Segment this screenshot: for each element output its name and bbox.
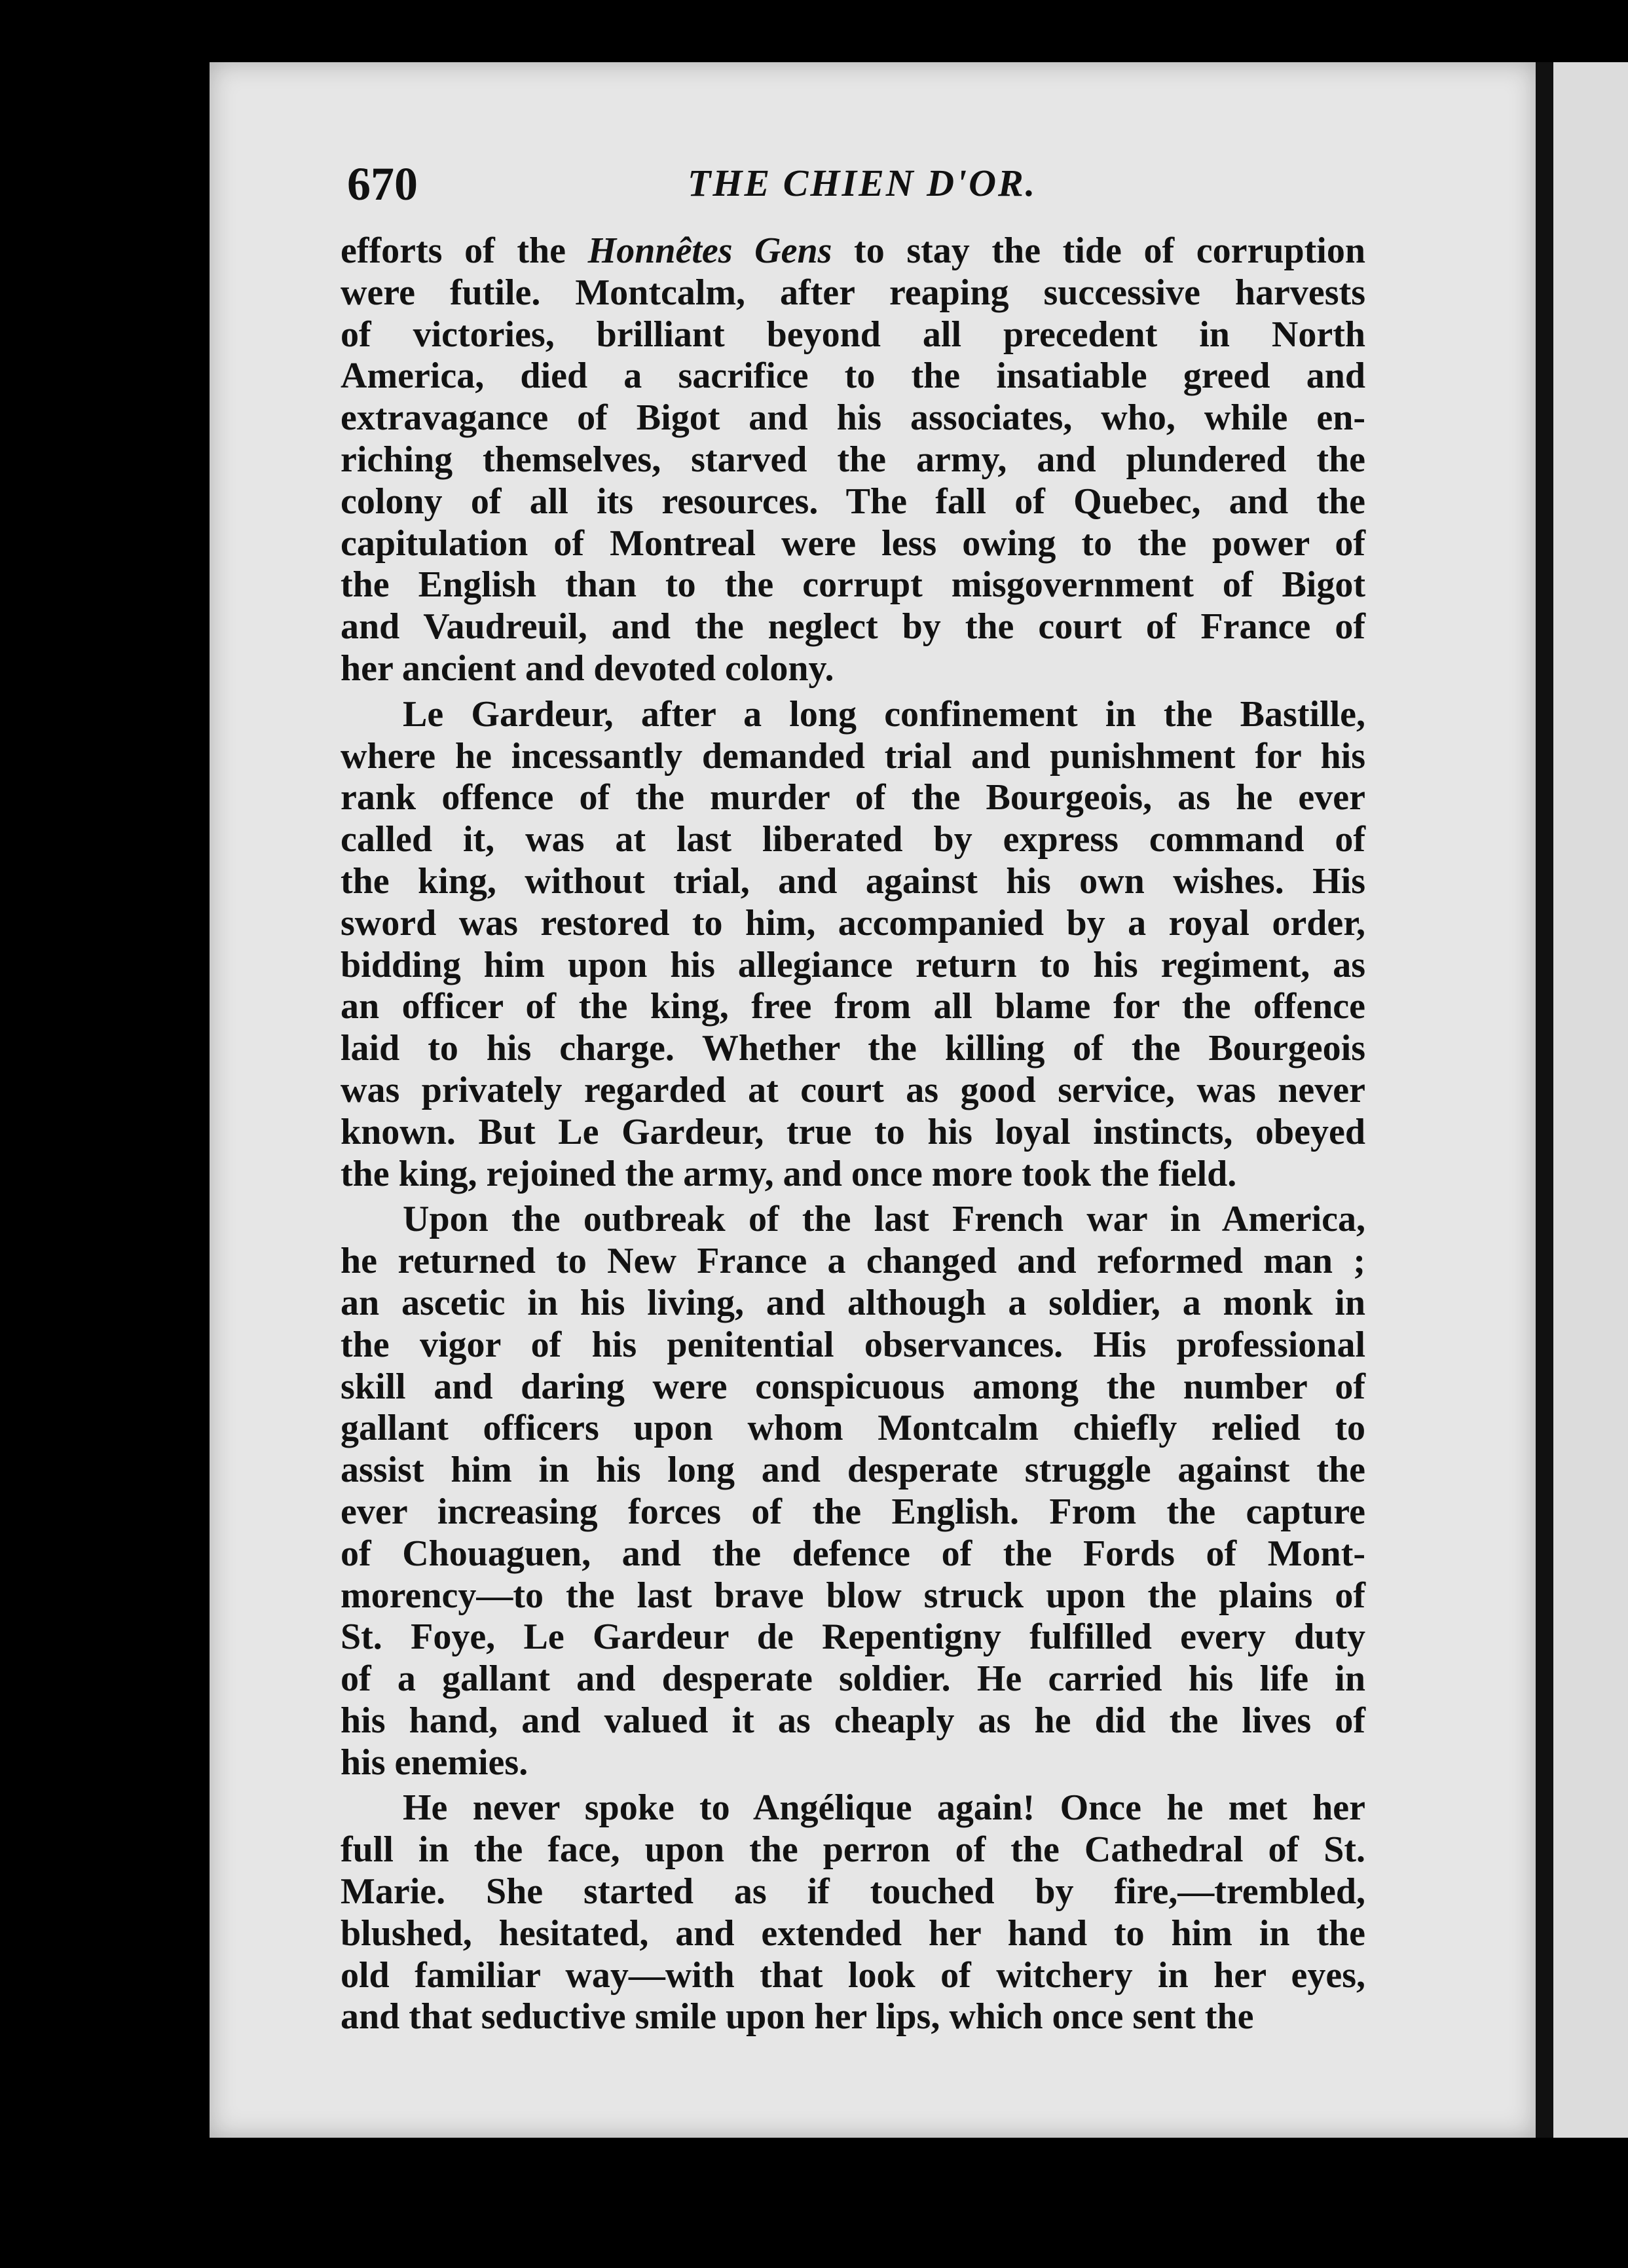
italic-phrase: Honnêtes Gens: [587, 230, 832, 271]
gutter-shadow: [1536, 62, 1553, 2138]
text-line: laid to his charge. Whether the killing of the Bourgeois: [341, 1028, 1365, 1069]
text-line: called it, was at last liberated by express command of: [341, 819, 1365, 860]
text-line: sword was restored to him, accompanied by a royal order,: [341, 902, 1365, 943]
text-line: full in the face, upon the perron of the Cathedral of St.: [341, 1829, 1365, 1871]
text-line: assist him in his long and desperate struggle against the: [341, 1450, 1365, 1491]
text-line: Le Gardeur, after a long confinement in the Bastille,: [403, 693, 1365, 735]
text-line: old familiar way—with that look of witchery in her eyes,: [341, 1954, 1365, 1996]
text-line: St. Foye, Le Gardeur de Repentigny fulfilled every duty: [341, 1617, 1365, 1658]
text-line: efforts of the Honnêtes Gens to stay the tide of corruption: [341, 230, 1365, 271]
text-line: America, died a sacrifice to the insatiable greed and: [341, 356, 1365, 397]
body-text: [341, 230, 1365, 2038]
paragraph: [341, 1199, 1365, 1783]
text-line: morency—to the last brave blow struck upon the plains of: [341, 1575, 1365, 1616]
paragraph: [341, 230, 1365, 690]
text-line: Marie. She started as if touched by fire,—trembled,: [341, 1871, 1365, 1912]
paragraph: [341, 694, 1365, 1196]
text-line: was privately regarded at court as good service, was never: [341, 1069, 1365, 1110]
text-line: the vigor of his penitential observances. His professional: [341, 1324, 1365, 1365]
text-line: his hand, and valued it as cheaply as he did the lives of: [341, 1700, 1365, 1741]
text-line: blushed, hesitated, and extended her hand to him in the: [341, 1912, 1365, 1954]
text-line: riching themselves, starved the army, and plundered the: [341, 439, 1365, 480]
text-line: known. But Le Gardeur, true to his loyal instincts, obeyed: [341, 1111, 1365, 1152]
text-line: bidding him upon his allegiance return to his regiment, as: [341, 944, 1365, 985]
text-line: rank offence of the murder of the Bourgeois, as he ever: [341, 777, 1365, 818]
text-line: He never spoke to Angélique again! Once he met her: [403, 1787, 1365, 1829]
text-line: of Chouaguen, and the defence of the Fords of Mont-: [341, 1533, 1365, 1574]
text-line: an officer of the king, free from all blame for the offence: [341, 986, 1365, 1027]
text-line: colony of all its resources. The fall of Quebec, and the: [341, 481, 1365, 522]
page-number: 670: [347, 158, 418, 210]
text-line: capitulation of Montreal were less owing to the power of: [341, 522, 1365, 564]
running-title: THE CHIEN D'OR.: [688, 162, 1037, 204]
text-line: and Vaudreuil, and the neglect by the court of France of: [341, 606, 1365, 648]
text-line: Upon the outbreak of the last French war in America,: [403, 1199, 1365, 1240]
text-line: of a gallant and desperate soldier. He carried his life in: [341, 1658, 1365, 1700]
text-line: he returned to New France a changed and reformed man ;: [341, 1241, 1365, 1282]
text-line: the king, without trial, and against his own wishes. His: [341, 860, 1365, 902]
text-line: of victories, brilliant beyond all precedent in North: [341, 314, 1365, 355]
facing-page-edge: [1553, 62, 1628, 2138]
text-line: skill and daring were conspicuous among the number of: [341, 1366, 1365, 1407]
text-line: the king, rejoined the army, and once more took the field.: [341, 1153, 1237, 1194]
text-line: where he incessantly demanded trial and punishment for his: [341, 735, 1365, 777]
text-line: the English than to the corrupt misgovernment of Bigot: [341, 564, 1365, 606]
text-line: ever increasing forces of the English. From the capture: [341, 1491, 1365, 1532]
text-line: her ancient and devoted colony.: [341, 648, 834, 689]
text-line: and that seductive smile upon her lips, which once sent the: [341, 1996, 1254, 2038]
text-line: gallant officers upon whom Montcalm chiefly relied to: [341, 1408, 1365, 1449]
paragraph: [341, 1787, 1365, 2038]
page-header: [347, 157, 1369, 216]
text-line: his enemies.: [341, 1742, 528, 1783]
text-line: were futile. Montcalm, after reaping successive harvests: [341, 272, 1365, 313]
text-line: extravagance of Bigot and his associates, who, while en-: [341, 397, 1365, 439]
text-line: an ascetic in his living, and although a soldier, a monk in: [341, 1282, 1365, 1323]
